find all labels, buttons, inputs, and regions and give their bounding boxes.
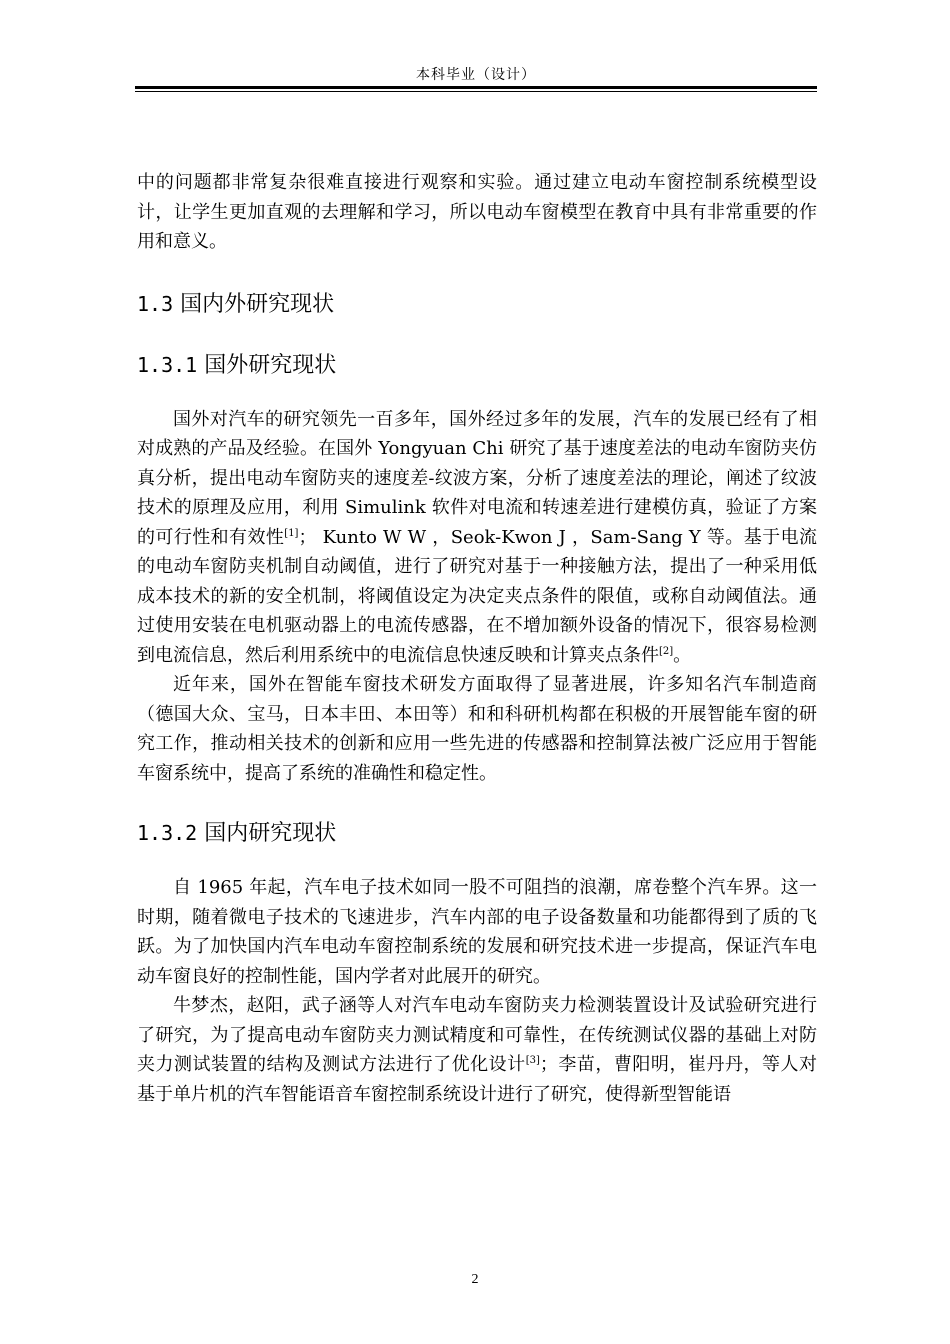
header-rule-thin (135, 91, 817, 92)
text-segment: 牛梦杰，赵阳，武子涵等人对汽车电动车窗防夹力检测装置设计及试验研究进行了研究，为了提高电动车窗防夹力测试精度和可靠性，在传统测试仪器的基础上对防夹力测试装置的结构及测试方法进行了优化设计 (137, 995, 817, 1075)
citation-2: [2] (659, 645, 674, 657)
citation-1: [1] (284, 527, 299, 539)
paragraph-foreign-research-2: 近年来，国外在智能车窗技术研发方面取得了显著进展，许多知名汽车制造商（德国大众、宝马，日本丰田、本田等）和和科研机构都在积极的开展智能车窗的研究工作，推动相关技术的创新和应用一些先进的传感器和控制算法被广泛应用于智能车窗系统中，提高了系统的准确性和稳定性。 (137, 674, 817, 784)
section-title: 国内研究现状 (204, 821, 337, 846)
text-segment: 国外对汽车的研究领先一百多年，国外经过多年的发展，汽车的发展已经有了相对成熟的产品及经验。在国外 Yongyuan Chi 研究了基于速度差法的电动车窗防夹仿真分析，提出电动车窗防夹的速度差-纹波方案，分析了速度差法的理论，阐述了纹波技术的原理及应用，利用 Simulink 软件对电流和转速差进行建模仿真，验证了方案的可行性和有效性 (137, 408, 817, 548)
section-heading-1-3 (137, 287, 817, 318)
paragraph-foreign-research-1 (137, 405, 817, 671)
paragraph-domestic-research-2 (137, 991, 817, 1109)
section-number: 1.3.1 (137, 352, 198, 377)
text-segment: ； Kunto W W ，Seok-Kwon J ，Sam-Sang Y 等。基于电流的电动车窗防夹机制自动阈值，进行了研究对基于一种接触方法，提出了一种采用低成本技术的新的安全机制，将阈值设定为决定夹点条件的限值，或称自动阈值法。通过使用安装在电机驱动器上的电流传感器，在不增加额外设备的情况下，很容易检测到电流信息，然后利用系统中的电流信息快速反映和计算夹点条件 (137, 526, 817, 666)
text-segment: 。 (673, 644, 692, 666)
section-heading-1-3-2 (137, 816, 817, 847)
section-title: 国内外研究现状 (180, 291, 335, 317)
page-header: 本科毕业（设计） (416, 67, 536, 83)
section-heading-1-3-1 (137, 348, 817, 379)
citation-3: [3] (525, 1055, 540, 1066)
page-number: 2 (471, 1272, 479, 1287)
header-rule-thick (135, 86, 817, 89)
intro-paragraph: 中的问题都非常复杂很难直接进行观察和实验。通过建立电动车窗控制系统模型设计，让学生更加直观的去理解和学习，所以电动车窗模型在教育中具有非常重要的作用和意义。 (137, 172, 817, 252)
section-number: 1.3 (137, 291, 174, 316)
section-number: 1.3.2 (137, 821, 198, 845)
paragraph-domestic-research-1: 自 1965 年起，汽车电子技术如同一股不可阻挡的浪潮，席卷整个汽车界。这一时期，随着微电子技术的飞速进步，汽车内部的电子设备数量和功能都得到了质的飞跃。为了加快国内汽车电动车窗控制系统的发展和研究技术进一步提高，保证汽车电动车窗良好的控制性能，国内学者对此展开的研究。 (137, 877, 817, 987)
document-body (137, 168, 817, 1109)
text-segment: ；李苗，曹阳明，崔丹丹，等人对基于单片机的汽车智能语音车窗控制系统设计进行了研究，使得新型智能语 (137, 1054, 818, 1105)
section-title: 国外研究现状 (204, 352, 337, 378)
